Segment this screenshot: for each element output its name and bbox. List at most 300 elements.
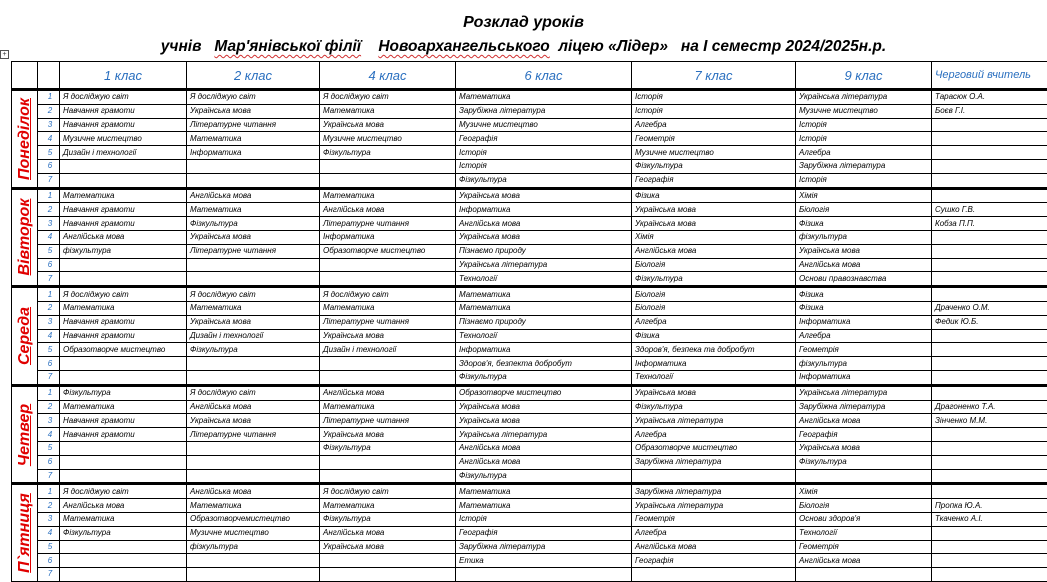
schedule-table <box>11 61 1047 582</box>
day-name: Середа <box>15 306 33 365</box>
table-row <box>12 554 1047 568</box>
lesson-cell: Інформатика <box>796 315 932 329</box>
duty-teacher-cell: Драгоненко Т.А. <box>932 400 1047 414</box>
lesson-cell: Історія <box>632 90 796 105</box>
lesson-cell: Геометрія <box>796 343 932 357</box>
lesson-cell: Навчання грамоти <box>60 414 187 428</box>
lesson-cell: Я досліджую світ <box>187 90 320 105</box>
lesson-cell: Хімія <box>796 188 932 203</box>
lesson-cell: Образотворче мистецтво <box>60 343 187 357</box>
lesson-number: 4 <box>38 132 60 146</box>
table-row <box>12 469 1047 484</box>
lesson-cell: Англійська мова <box>187 400 320 414</box>
lesson-cell: Я досліджую світ <box>320 287 456 302</box>
lesson-cell: Літературне читання <box>320 217 456 231</box>
lesson-cell: Українська мова <box>320 540 456 554</box>
table-row <box>12 441 1047 455</box>
lesson-cell: Я досліджую світ <box>60 287 187 302</box>
lesson-cell <box>60 540 187 554</box>
lesson-number: 1 <box>38 188 60 203</box>
duty-teacher-cell <box>932 173 1047 188</box>
lesson-cell <box>187 568 320 582</box>
lesson-number: 4 <box>38 428 60 442</box>
lesson-cell: Алгебра <box>796 146 932 160</box>
lesson-cell: Математика <box>456 287 632 302</box>
day-label <box>12 90 38 189</box>
duty-teacher-cell: Тарасюк О.А. <box>932 90 1047 105</box>
page-title: Розклад уроків <box>463 14 584 31</box>
lesson-number: 1 <box>38 385 60 400</box>
lesson-cell <box>187 258 320 272</box>
duty-teacher-cell: Драченко О.М. <box>932 301 1047 315</box>
duty-teacher-cell <box>932 118 1047 132</box>
lesson-cell <box>320 554 456 568</box>
lesson-cell: Українська мова <box>320 329 456 343</box>
lesson-cell: Математика <box>60 400 187 414</box>
duty-teacher-cell <box>932 455 1047 469</box>
duty-teacher-cell: Сушко Г.В. <box>932 203 1047 217</box>
lesson-number: 1 <box>38 287 60 302</box>
lesson-cell: Зарубіжна література <box>456 540 632 554</box>
lesson-cell: Літературне читання <box>320 315 456 329</box>
lesson-cell: Основи здоров'я <box>796 512 932 526</box>
lesson-cell: Музичне мистецтво <box>456 118 632 132</box>
lesson-cell: Англійська мова <box>320 526 456 540</box>
subtitle-suffix: на І семестр 2024/2025н.р. <box>680 38 887 55</box>
duty-teacher-cell <box>932 188 1047 203</box>
lesson-cell <box>187 441 320 455</box>
lesson-cell <box>187 455 320 469</box>
lesson-cell: Фізкультура <box>187 217 320 231</box>
table-row <box>12 258 1047 272</box>
lesson-cell: Дизайн і технології <box>320 343 456 357</box>
day-name: Четвер <box>15 403 33 466</box>
lesson-cell: Англійська мова <box>187 484 320 499</box>
lesson-cell: Українська мова <box>187 230 320 244</box>
lesson-cell: Основи правознавства <box>796 272 932 287</box>
lesson-cell: Геометрія <box>632 512 796 526</box>
lesson-number: 2 <box>38 499 60 513</box>
lesson-cell: фізкультура <box>187 540 320 554</box>
lesson-cell: Математика <box>456 484 632 499</box>
lesson-cell: Українська мова <box>187 414 320 428</box>
header-class-1: 1 клас <box>60 62 187 90</box>
lesson-cell: Здоров'я, безпека та добробут <box>632 343 796 357</box>
lesson-cell: Навчання грамоти <box>60 428 187 442</box>
table-row <box>12 118 1047 132</box>
lesson-cell: Англійська мова <box>796 258 932 272</box>
lesson-cell <box>796 469 932 484</box>
lesson-cell <box>320 568 456 582</box>
lesson-cell <box>320 272 456 287</box>
lesson-cell: Музичне мистецтво <box>320 132 456 146</box>
table-row <box>12 301 1047 315</box>
lesson-cell <box>187 159 320 173</box>
lesson-cell: Літературне читання <box>187 118 320 132</box>
lesson-cell: Я досліджую світ <box>320 484 456 499</box>
table-row <box>12 132 1047 146</box>
header-class-4: 4 клас <box>320 62 456 90</box>
table-row <box>12 188 1047 203</box>
lesson-cell <box>320 173 456 188</box>
lesson-cell: Математика <box>187 499 320 513</box>
lesson-cell <box>187 370 320 385</box>
header-class-6: 6 клас <box>456 62 632 90</box>
lesson-cell: Математика <box>320 301 456 315</box>
lesson-cell: Геометрія <box>796 540 932 554</box>
lesson-cell: фізкультура <box>796 230 932 244</box>
lesson-cell: Англійська мова <box>320 203 456 217</box>
duty-teacher-cell: Зінченко М.М. <box>932 414 1047 428</box>
table-row <box>12 104 1047 118</box>
lesson-cell: Біологія <box>796 499 932 513</box>
lesson-cell: Зарубіжна література <box>632 455 796 469</box>
lesson-cell: Історія <box>796 132 932 146</box>
lesson-cell: Алгебра <box>632 118 796 132</box>
lesson-cell <box>60 469 187 484</box>
duty-teacher-cell: Боєв Г.І. <box>932 104 1047 118</box>
lesson-cell: Математика <box>187 301 320 315</box>
lesson-cell: Українська мова <box>456 230 632 244</box>
lesson-cell: Дизайн і технології <box>60 146 187 160</box>
lesson-cell: Алгебра <box>632 428 796 442</box>
lesson-number: 6 <box>38 159 60 173</box>
lesson-cell: Навчання грамоти <box>60 315 187 329</box>
duty-teacher-cell <box>932 329 1047 343</box>
lesson-cell: Образотворче мистецтво <box>320 244 456 258</box>
table-row <box>12 329 1047 343</box>
duty-teacher-cell <box>932 357 1047 371</box>
lesson-cell: Інформатика <box>456 343 632 357</box>
lesson-cell <box>320 455 456 469</box>
lesson-number: 2 <box>38 203 60 217</box>
lesson-cell <box>187 272 320 287</box>
lesson-cell: Українська мова <box>456 400 632 414</box>
lesson-cell: Фізкультура <box>60 526 187 540</box>
lesson-cell <box>60 357 187 371</box>
lesson-cell: Фізика <box>796 301 932 315</box>
lesson-cell: Фізкультура <box>456 173 632 188</box>
duty-teacher-cell <box>932 428 1047 442</box>
lesson-cell <box>187 357 320 371</box>
lesson-number: 1 <box>38 484 60 499</box>
lesson-cell: Біологія <box>796 203 932 217</box>
day-label <box>12 385 38 484</box>
table-row <box>12 540 1047 554</box>
lesson-number: 3 <box>38 512 60 526</box>
lesson-cell: Фізкультура <box>60 385 187 400</box>
lesson-cell: Англійська мова <box>187 188 320 203</box>
lesson-cell: Українська мова <box>796 441 932 455</box>
duty-teacher-cell <box>932 244 1047 258</box>
lesson-cell: Українська мова <box>187 315 320 329</box>
lesson-cell: Математика <box>456 90 632 105</box>
duty-teacher-cell: Федик Ю.Б. <box>932 315 1047 329</box>
lesson-cell: Хімія <box>796 484 932 499</box>
lesson-cell: Англійська мова <box>456 217 632 231</box>
lesson-cell: Історія <box>796 173 932 188</box>
lesson-cell: Географія <box>632 173 796 188</box>
table-row <box>12 159 1047 173</box>
lesson-cell: Фізкультура <box>796 455 932 469</box>
lesson-number: 7 <box>38 173 60 188</box>
subtitle-school-a: Новоархангельського <box>378 38 550 55</box>
lesson-cell: Геометрія <box>632 132 796 146</box>
lesson-cell <box>632 568 796 582</box>
table-row <box>12 499 1047 513</box>
table-row <box>12 230 1047 244</box>
lesson-cell: Англійська мова <box>632 244 796 258</box>
lesson-number: 2 <box>38 301 60 315</box>
lesson-cell: Математика <box>320 499 456 513</box>
lesson-cell: Біологія <box>632 258 796 272</box>
lesson-number: 1 <box>38 90 60 105</box>
lesson-cell: Навчання грамоти <box>60 118 187 132</box>
lesson-cell: Технології <box>456 329 632 343</box>
day-name: Вівторок <box>15 198 33 276</box>
lesson-cell <box>187 554 320 568</box>
lesson-cell: Навчання грамоти <box>60 217 187 231</box>
lesson-cell: Географія <box>632 554 796 568</box>
header-row <box>12 62 1047 90</box>
corner-cell <box>38 62 60 90</box>
table-row <box>12 414 1047 428</box>
lesson-number: 3 <box>38 315 60 329</box>
duty-teacher-cell <box>932 230 1047 244</box>
lesson-cell: Інформатика <box>632 357 796 371</box>
lesson-number: 6 <box>38 258 60 272</box>
duty-teacher-cell <box>932 146 1047 160</box>
table-row <box>12 272 1047 287</box>
lesson-cell: Біологія <box>632 287 796 302</box>
lesson-cell <box>320 258 456 272</box>
table-row <box>12 203 1047 217</box>
table-row <box>12 90 1047 105</box>
lesson-cell <box>632 469 796 484</box>
header-class-2: 2 клас <box>187 62 320 90</box>
lesson-cell: Українська мова <box>632 217 796 231</box>
lesson-cell: Історія <box>456 146 632 160</box>
lesson-cell: Образотворче мистецтво <box>456 385 632 400</box>
lesson-cell: Фізкультура <box>456 469 632 484</box>
lesson-cell: Музичне мистецтво <box>632 146 796 160</box>
lesson-cell: Зарубіжна література <box>796 400 932 414</box>
lesson-number: 2 <box>38 400 60 414</box>
table-row <box>12 357 1047 371</box>
table-row <box>12 287 1047 302</box>
lesson-cell: Географія <box>456 132 632 146</box>
subtitle-school-b: ліцею «Лідер» <box>558 38 668 55</box>
lesson-cell <box>320 159 456 173</box>
lesson-cell: Англійська мова <box>456 441 632 455</box>
lesson-number: 5 <box>38 441 60 455</box>
duty-teacher-cell <box>932 484 1047 499</box>
lesson-number: 7 <box>38 370 60 385</box>
lesson-number: 7 <box>38 469 60 484</box>
lesson-number: 6 <box>38 554 60 568</box>
lesson-cell: Алгебра <box>796 329 932 343</box>
lesson-number: 3 <box>38 217 60 231</box>
header-class-7: 7 клас <box>632 62 796 90</box>
lesson-cell: Українська мова <box>632 385 796 400</box>
lesson-cell <box>796 568 932 582</box>
duty-teacher-cell <box>932 132 1047 146</box>
lesson-cell: Дизайн і технології <box>187 329 320 343</box>
lesson-cell: Технології <box>632 370 796 385</box>
lesson-cell: Математика <box>320 104 456 118</box>
table-row <box>12 400 1047 414</box>
duty-teacher-cell <box>932 159 1047 173</box>
lesson-cell: Хімія <box>632 230 796 244</box>
lesson-cell: Математика <box>187 203 320 217</box>
duty-teacher-cell <box>932 370 1047 385</box>
lesson-cell: Математика <box>60 188 187 203</box>
lesson-cell: Математика <box>187 132 320 146</box>
lesson-cell: Англійська мова <box>60 230 187 244</box>
lesson-cell: Англійська мова <box>320 385 456 400</box>
duty-teacher-cell <box>932 385 1047 400</box>
lesson-cell: Математика <box>456 301 632 315</box>
lesson-cell: фізкультура <box>60 244 187 258</box>
lesson-cell: Зарубіжна література <box>632 484 796 499</box>
table-row <box>12 512 1047 526</box>
lesson-cell: Англійська мова <box>456 455 632 469</box>
lesson-number: 7 <box>38 272 60 287</box>
lesson-cell: Біологія <box>632 301 796 315</box>
duty-teacher-cell <box>932 441 1047 455</box>
lesson-cell: Географія <box>796 428 932 442</box>
lesson-cell: Навчання грамоти <box>60 203 187 217</box>
lesson-cell: Українська мова <box>320 118 456 132</box>
lesson-cell: Українська література <box>796 385 932 400</box>
lesson-number: 5 <box>38 343 60 357</box>
lesson-cell: Українська мова <box>187 104 320 118</box>
lesson-cell: Географія <box>456 526 632 540</box>
header-class-9: 9 клас <box>796 62 932 90</box>
duty-teacher-cell: Кобза П.П. <box>932 217 1047 231</box>
table-row <box>12 217 1047 231</box>
lesson-number: 5 <box>38 244 60 258</box>
duty-teacher-cell <box>932 526 1047 540</box>
duty-teacher-cell <box>932 287 1047 302</box>
header-duty-teacher: Черговий вчитель <box>932 62 1047 90</box>
lesson-cell: Фізика <box>632 329 796 343</box>
table-row <box>12 455 1047 469</box>
lesson-cell: Музичне мистецтво <box>60 132 187 146</box>
lesson-number: 6 <box>38 357 60 371</box>
lesson-number: 3 <box>38 414 60 428</box>
lesson-cell: Інформатика <box>796 370 932 385</box>
lesson-cell <box>60 441 187 455</box>
lesson-cell: Літературне читання <box>187 428 320 442</box>
duty-teacher-cell <box>932 568 1047 582</box>
lesson-cell: Музичне мистецтво <box>796 104 932 118</box>
lesson-cell <box>456 568 632 582</box>
table-row <box>12 315 1047 329</box>
page-subtitle <box>0 38 1047 56</box>
lesson-cell: Навчання грамоти <box>60 329 187 343</box>
lesson-cell: Образотворчемистецтво <box>187 512 320 526</box>
lesson-cell: Фізика <box>796 287 932 302</box>
lesson-cell: фізкультура <box>796 357 932 371</box>
day-label <box>12 188 38 287</box>
table-row <box>12 526 1047 540</box>
lesson-cell <box>60 272 187 287</box>
subtitle-prefix: учнів <box>160 38 202 55</box>
lesson-number: 7 <box>38 568 60 582</box>
lesson-cell: Алгебра <box>632 526 796 540</box>
lesson-cell: Українська мова <box>456 188 632 203</box>
duty-teacher-cell <box>932 540 1047 554</box>
lesson-cell: Фізкультура <box>632 400 796 414</box>
lesson-cell: Я досліджую світ <box>187 385 320 400</box>
lesson-cell: Історія <box>632 104 796 118</box>
lesson-cell: Математика <box>320 188 456 203</box>
duty-teacher-cell <box>932 258 1047 272</box>
day-name: П`ятниця <box>15 493 33 573</box>
lesson-cell: Фізкультура <box>632 159 796 173</box>
lesson-cell: Інформатика <box>187 146 320 160</box>
day-name: Понеділок <box>15 97 33 180</box>
lesson-number: 2 <box>38 104 60 118</box>
lesson-cell: Фізкультура <box>320 512 456 526</box>
lesson-cell: Українська література <box>632 414 796 428</box>
lesson-cell <box>187 469 320 484</box>
lesson-cell: Я досліджую світ <box>60 90 187 105</box>
table-row <box>12 244 1047 258</box>
lesson-cell: Українська мова <box>632 203 796 217</box>
lesson-cell: Фізкультура <box>456 370 632 385</box>
lesson-cell: Англійська мова <box>796 554 932 568</box>
lesson-cell: Фізкультура <box>320 146 456 160</box>
lesson-cell: Я досліджую світ <box>320 90 456 105</box>
lesson-cell: Здоров'я, безпекта добробут <box>456 357 632 371</box>
duty-teacher-cell <box>932 469 1047 484</box>
lesson-cell: Українська література <box>456 258 632 272</box>
lesson-cell <box>320 469 456 484</box>
lesson-cell: Технології <box>456 272 632 287</box>
lesson-cell: Я досліджую світ <box>187 287 320 302</box>
table-row <box>12 428 1047 442</box>
table-row <box>12 173 1047 188</box>
lesson-cell: Українська література <box>632 499 796 513</box>
lesson-number: 3 <box>38 118 60 132</box>
lesson-cell: Фізика <box>796 217 932 231</box>
table-row <box>12 343 1047 357</box>
lesson-cell: Технології <box>796 526 932 540</box>
move-handle-icon[interactable]: + <box>0 50 9 59</box>
lesson-cell: Інформатика <box>456 203 632 217</box>
lesson-cell: Українська мова <box>796 244 932 258</box>
lesson-cell <box>320 370 456 385</box>
duty-teacher-cell <box>932 272 1047 287</box>
lesson-cell <box>60 258 187 272</box>
lesson-cell: Фізкультура <box>187 343 320 357</box>
duty-teacher-cell: Пропка Ю.А. <box>932 499 1047 513</box>
lesson-cell: Українська література <box>796 90 932 105</box>
table-row <box>12 484 1047 499</box>
lesson-cell <box>60 568 187 582</box>
lesson-cell <box>60 554 187 568</box>
lesson-cell <box>60 173 187 188</box>
lesson-cell: Англійська мова <box>60 499 187 513</box>
lesson-cell: Алгебра <box>632 315 796 329</box>
lesson-number: 6 <box>38 455 60 469</box>
lesson-cell: Англійська мова <box>796 414 932 428</box>
lesson-cell: Історія <box>456 159 632 173</box>
table-row <box>12 370 1047 385</box>
lesson-cell: Англійська мова <box>632 540 796 554</box>
